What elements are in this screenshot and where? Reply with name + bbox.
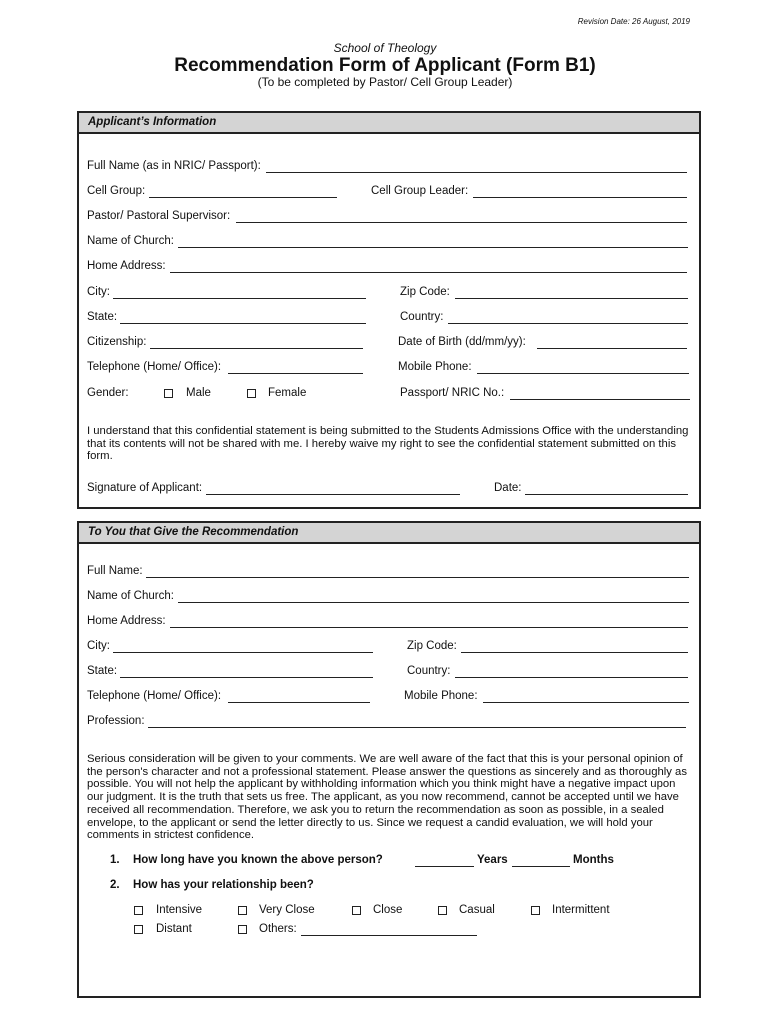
country-field[interactable] bbox=[448, 323, 688, 324]
rec-profession-label: Profession: bbox=[87, 715, 145, 727]
q2-text: How has your relationship been? bbox=[133, 879, 314, 891]
years-label: Years bbox=[477, 854, 508, 866]
pastor-label: Pastor/ Pastoral Supervisor: bbox=[87, 210, 231, 222]
mobile-field[interactable] bbox=[477, 373, 689, 374]
intermittent-checkbox[interactable] bbox=[531, 906, 540, 915]
church-label: Name of Church: bbox=[87, 235, 174, 247]
others-label: Others: bbox=[259, 923, 297, 935]
city-label: City: bbox=[87, 286, 110, 298]
rec-profession-field[interactable] bbox=[148, 727, 686, 728]
dob-field[interactable] bbox=[537, 348, 687, 349]
rec-church-label: Name of Church: bbox=[87, 590, 174, 602]
applicant-section-header bbox=[79, 113, 699, 134]
passport-field[interactable] bbox=[510, 399, 690, 400]
zip-field[interactable] bbox=[455, 298, 688, 299]
cell-group-label: Cell Group: bbox=[87, 185, 146, 197]
full-name-field[interactable] bbox=[266, 172, 687, 173]
rec-full-name-label: Full Name: bbox=[87, 565, 143, 577]
casual-label: Casual bbox=[459, 904, 495, 916]
rec-country-field[interactable] bbox=[455, 677, 688, 678]
close-checkbox[interactable] bbox=[352, 906, 361, 915]
recommender-section-header bbox=[79, 523, 699, 544]
state-label: State: bbox=[87, 311, 118, 323]
rec-full-name-field[interactable] bbox=[146, 577, 689, 578]
casual-checkbox[interactable] bbox=[438, 906, 447, 915]
signature-label: Signature of Applicant: bbox=[87, 482, 203, 494]
confidentiality-statement: I understand that this confidential statement is being submitted to the Students Admissions Office with the understanding that its contents will not be shared with me. I hereby waive my right to see the confidential statement submitted on this form. bbox=[87, 425, 689, 463]
rec-address-label: Home Address: bbox=[87, 615, 166, 627]
signature-field[interactable] bbox=[206, 494, 460, 495]
recommender-section-title: To You that Give the Recommendation bbox=[88, 526, 299, 538]
rec-city-label: City: bbox=[87, 640, 110, 652]
applicant-date-field[interactable] bbox=[525, 494, 688, 495]
address-label: Home Address: bbox=[87, 260, 166, 272]
revision-date: Revision Date: 26 August, 2019 bbox=[577, 17, 690, 26]
rec-zip-field[interactable] bbox=[461, 652, 688, 653]
form-title: Recommendation Form of Applicant (Form B1) bbox=[174, 55, 596, 76]
city-field[interactable] bbox=[113, 298, 366, 299]
applicant-section-title: Applicant’s Information bbox=[88, 116, 217, 128]
very-close-label: Very Close bbox=[259, 904, 315, 916]
telephone-field[interactable] bbox=[228, 373, 363, 374]
cell-group-leader-label: Cell Group Leader: bbox=[371, 185, 469, 197]
rec-state-field[interactable] bbox=[120, 677, 373, 678]
others-checkbox[interactable] bbox=[238, 925, 247, 934]
pastor-field[interactable] bbox=[236, 222, 687, 223]
state-field[interactable] bbox=[120, 323, 366, 324]
intermittent-label: Intermittent bbox=[552, 904, 610, 916]
distant-label: Distant bbox=[156, 923, 192, 935]
rec-zip-label: Zip Code: bbox=[407, 640, 457, 652]
gender-label: Gender: bbox=[87, 387, 129, 399]
applicant-date-label: Date: bbox=[494, 482, 522, 494]
address-field[interactable] bbox=[170, 272, 687, 273]
intensive-checkbox[interactable] bbox=[134, 906, 143, 915]
recommendation-intro: Serious consideration will be given to your comments. We are well aware of the fact that this is your personal opinion of the person's character and not a professional statement. Please answer the questions as sincerely and as thoroughly as possible. You will not help the applicant by withholding information which you think might have a negative impact upon our judgment. It is the truth that sets us free. The applicant, as you now recommend, cannot be accepted until we have received all recommendation. Therefore, we ask you to return the recommendation as soon as possible, in a sealed envelope, to the applicant or send the letter directly to us. Since we request a candid evaluation, we will hold your comments in strictest confidence. bbox=[87, 753, 687, 842]
male-label: Male bbox=[186, 387, 211, 399]
rec-mobile-label: Mobile Phone: bbox=[404, 690, 478, 702]
q2-number: 2. bbox=[110, 879, 120, 891]
church-field[interactable] bbox=[178, 247, 688, 248]
country-label: Country: bbox=[400, 311, 444, 323]
years-field[interactable] bbox=[415, 866, 474, 867]
rec-state-label: State: bbox=[87, 665, 118, 677]
mobile-label: Mobile Phone: bbox=[398, 361, 472, 373]
female-checkbox[interactable] bbox=[247, 389, 256, 398]
months-label: Months bbox=[573, 854, 614, 866]
passport-label: Passport/ NRIC No.: bbox=[400, 387, 505, 399]
school-name: School of Theology bbox=[333, 41, 437, 55]
cell-group-field[interactable] bbox=[149, 197, 337, 198]
rec-church-field[interactable] bbox=[178, 602, 689, 603]
citizenship-field[interactable] bbox=[150, 348, 363, 349]
telephone-label: Telephone (Home/ Office): bbox=[87, 361, 222, 373]
rec-mobile-field[interactable] bbox=[483, 702, 689, 703]
male-checkbox[interactable] bbox=[164, 389, 173, 398]
cell-group-leader-field[interactable] bbox=[473, 197, 687, 198]
q1-number: 1. bbox=[110, 854, 120, 866]
very-close-checkbox[interactable] bbox=[238, 906, 247, 915]
rec-address-field[interactable] bbox=[170, 627, 688, 628]
form-subtitle: (To be completed by Pastor/ Cell Group Leader) bbox=[257, 75, 513, 89]
distant-checkbox[interactable] bbox=[134, 925, 143, 934]
intensive-label: Intensive bbox=[156, 904, 203, 916]
others-field[interactable] bbox=[301, 935, 477, 936]
q1-text: How long have you known the above person? bbox=[133, 854, 383, 866]
dob-label: Date of Birth (dd/mm/yy): bbox=[398, 336, 526, 348]
female-label: Female bbox=[268, 387, 307, 399]
rec-telephone-field[interactable] bbox=[228, 702, 370, 703]
zip-label: Zip Code: bbox=[400, 286, 450, 298]
full-name-label: Full Name (as in NRIC/ Passport): bbox=[87, 160, 261, 172]
citizenship-label: Citizenship: bbox=[87, 336, 147, 348]
rec-city-field[interactable] bbox=[113, 652, 373, 653]
rec-telephone-label: Telephone (Home/ Office): bbox=[87, 690, 222, 702]
close-label: Close bbox=[373, 904, 403, 916]
rec-country-label: Country: bbox=[407, 665, 451, 677]
months-field[interactable] bbox=[512, 866, 570, 867]
